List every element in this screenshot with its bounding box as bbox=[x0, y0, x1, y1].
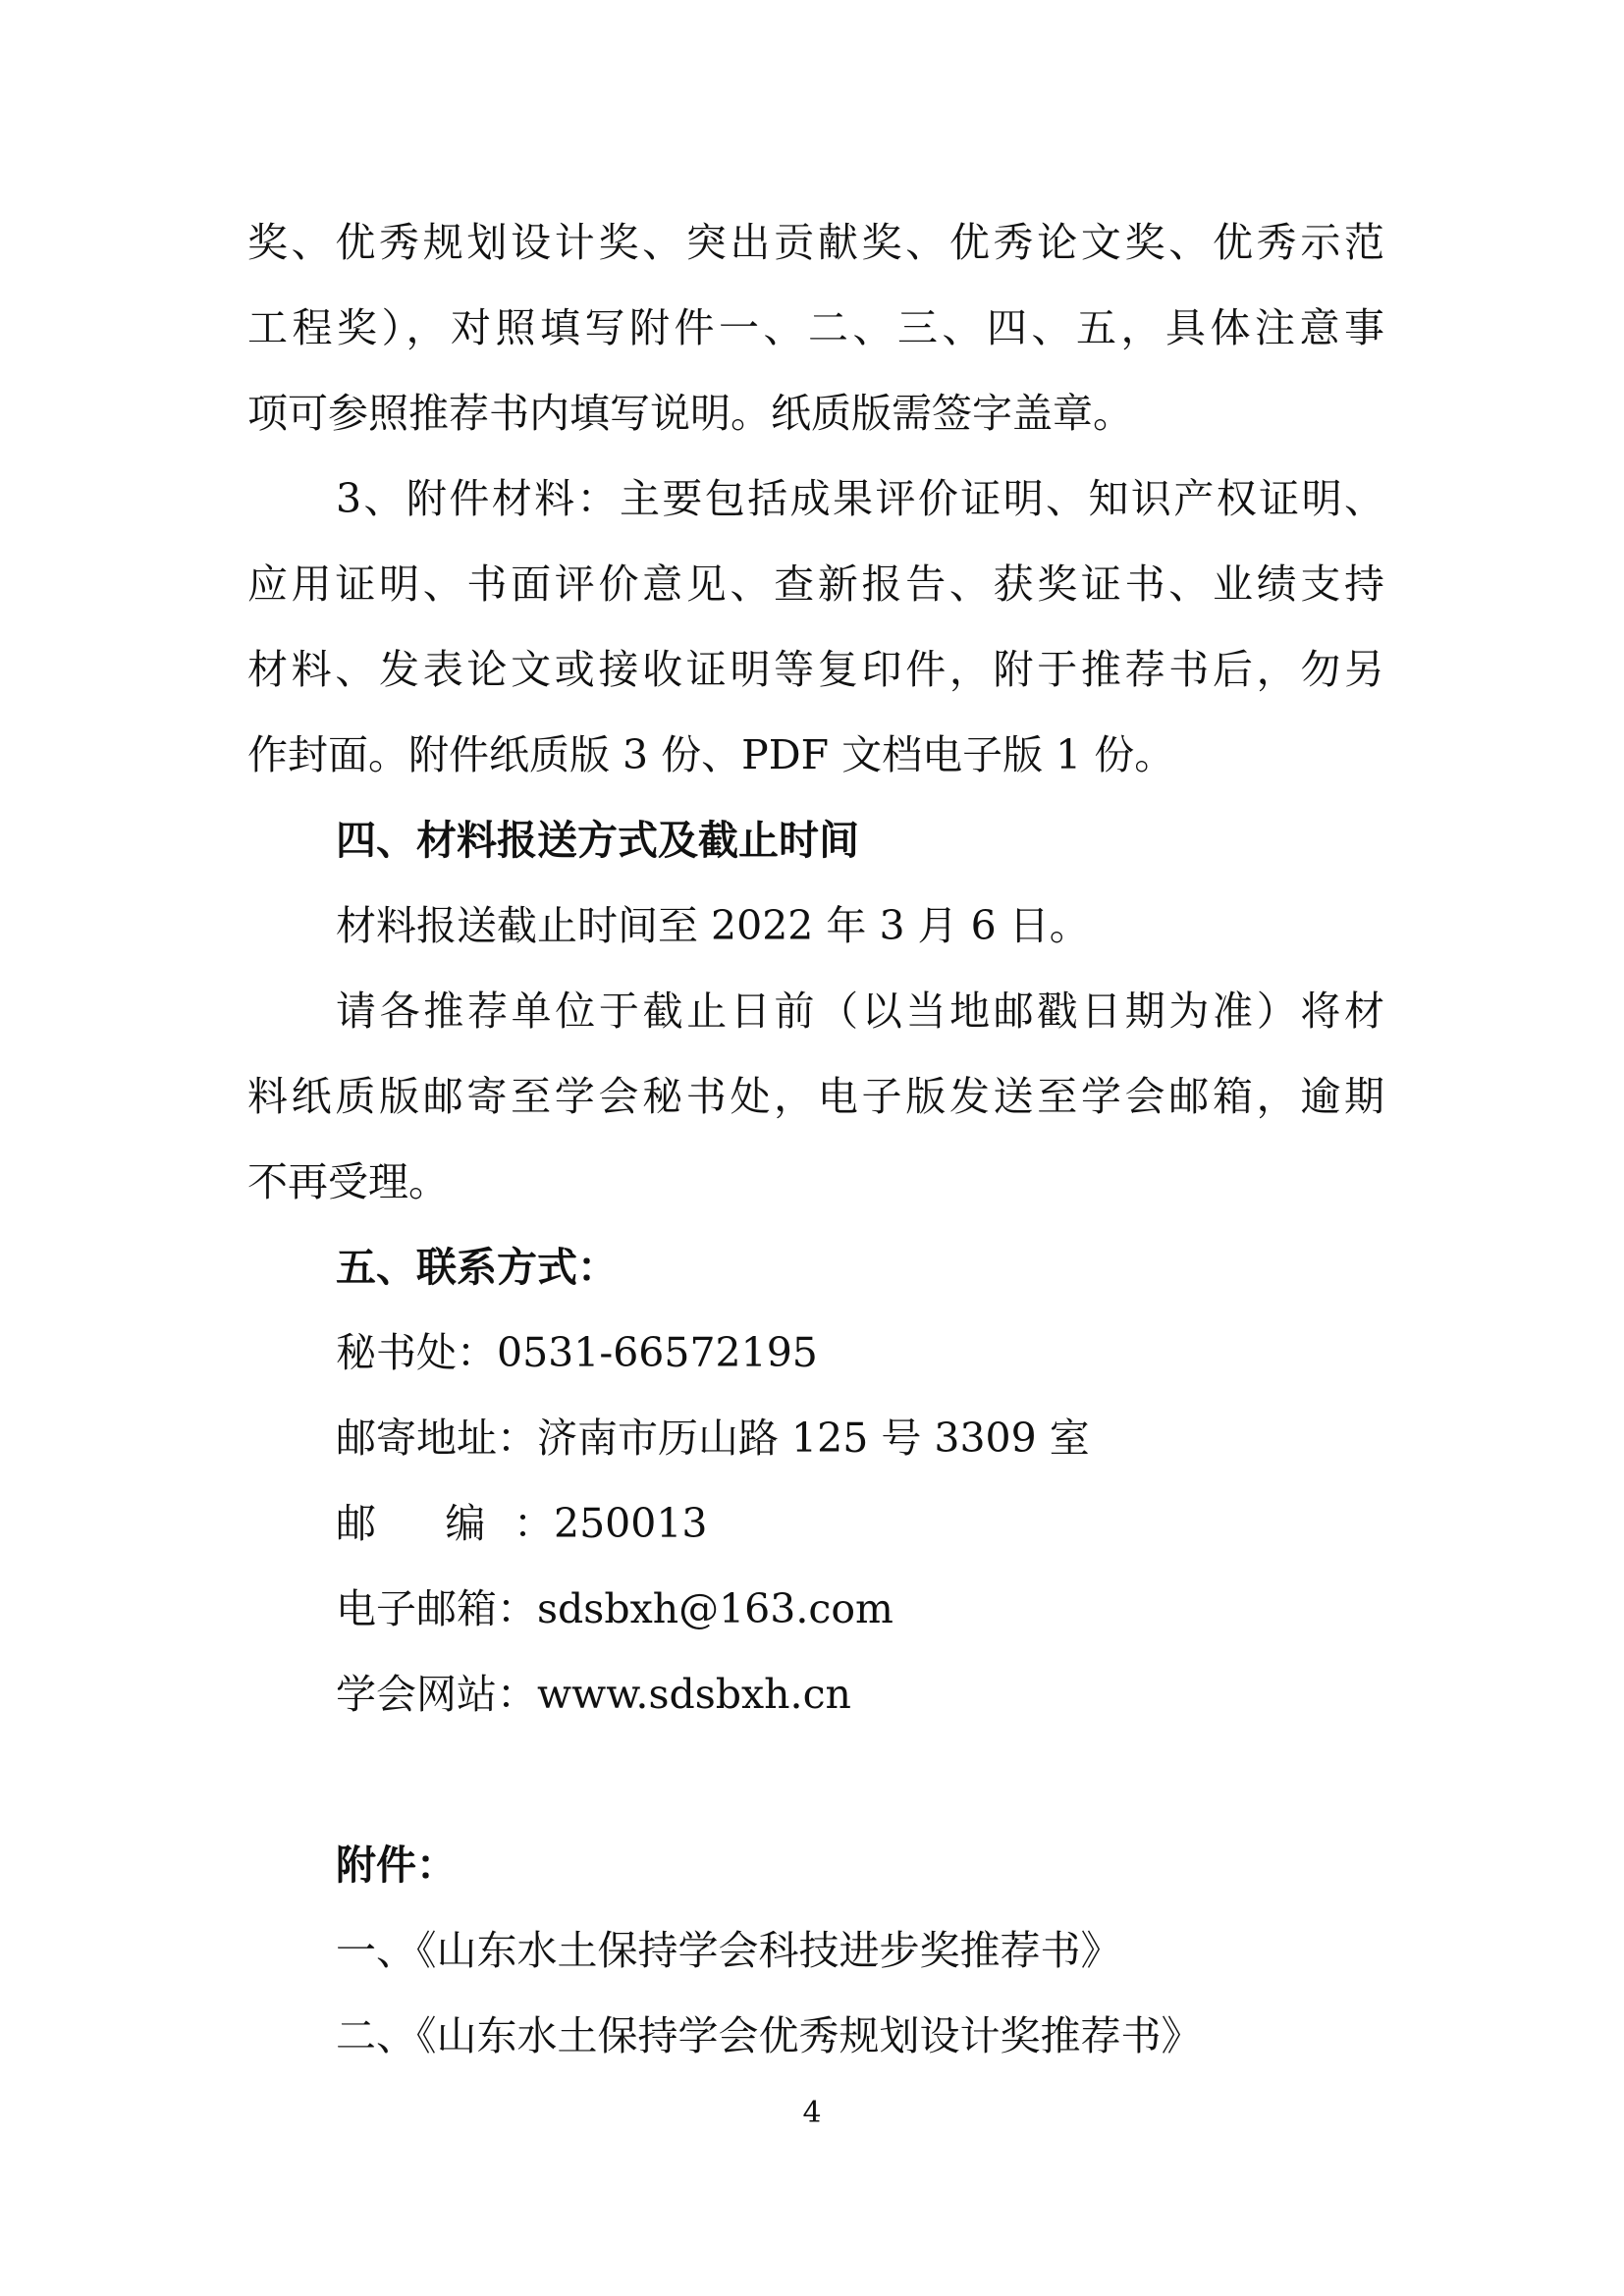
contact-postal-code bbox=[336, 1499, 708, 1548]
contact-email bbox=[336, 1584, 893, 1633]
contact-value: 济南市历山路 125 号 3309 室 bbox=[537, 1415, 1090, 1462]
contact-address bbox=[336, 1414, 1090, 1463]
page-number: 4 bbox=[802, 2096, 822, 2130]
deadline-text: 材料报送截止时间至 2022 年 3 月 6 日。 bbox=[336, 902, 1090, 949]
body-text-line: 奖、优秀规划设计奖、突出贡献奖、优秀论文奖、优秀示范 bbox=[247, 219, 1384, 266]
body-text-line: 料纸质版邮寄至学会秘书处，电子版发送至学会邮箱，逾期 bbox=[247, 1073, 1384, 1120]
body-text-line: 3、附件材料：主要包括成果评价证明、知识产权证明、 bbox=[336, 475, 1384, 522]
attachment-item: 一、《山东水土保持学会科技进步奖推荐书》 bbox=[336, 1927, 1121, 1974]
attachment-item: 二、《山东水土保持学会优秀规划设计奖推荐书》 bbox=[336, 2012, 1202, 2059]
contact-value: www.sdsbxh.cn bbox=[537, 1671, 851, 1718]
body-text-line: 应用证明、书面评价意见、查新报告、获奖证书、业绩支持 bbox=[247, 561, 1384, 608]
body-text-line: 作封面。附件纸质版 3 份、PDF 文档电子版 1 份。 bbox=[247, 731, 1175, 778]
body-text-line: 不再受理。 bbox=[247, 1158, 449, 1205]
section-heading: 四、材料报送方式及截止时间 bbox=[336, 817, 859, 864]
contact-label: 邮寄地址： bbox=[336, 1415, 537, 1462]
body-text-line: 请各推荐单位于截止日前（以当地邮戳日期为准）将材 bbox=[336, 988, 1384, 1035]
contact-value: 250013 bbox=[554, 1500, 708, 1547]
section-heading: 五、联系方式： bbox=[336, 1244, 618, 1291]
contact-label: 电子邮箱： bbox=[336, 1585, 537, 1632]
attachments-heading: 附件： bbox=[336, 1842, 457, 1889]
body-text-line: 材料、发表论文或接收证明等复印件，附于推荐书后，勿另 bbox=[247, 646, 1384, 693]
contact-secretariat bbox=[336, 1328, 818, 1377]
contact-website bbox=[336, 1670, 851, 1719]
contact-value: sdsbxh@163.com bbox=[537, 1585, 893, 1632]
contact-label: 秘书处： bbox=[336, 1329, 497, 1376]
body-text-line: 项可参照推荐书内填写说明。纸质版需签字盖章。 bbox=[247, 390, 1133, 437]
contact-label: 学会网站： bbox=[336, 1671, 537, 1718]
body-text-line: 工程奖），对照填写附件一、二、三、四、五，具体注意事 bbox=[247, 304, 1384, 351]
contact-value: 0531-66572195 bbox=[497, 1329, 818, 1376]
contact-label: 邮 编： bbox=[336, 1500, 554, 1547]
